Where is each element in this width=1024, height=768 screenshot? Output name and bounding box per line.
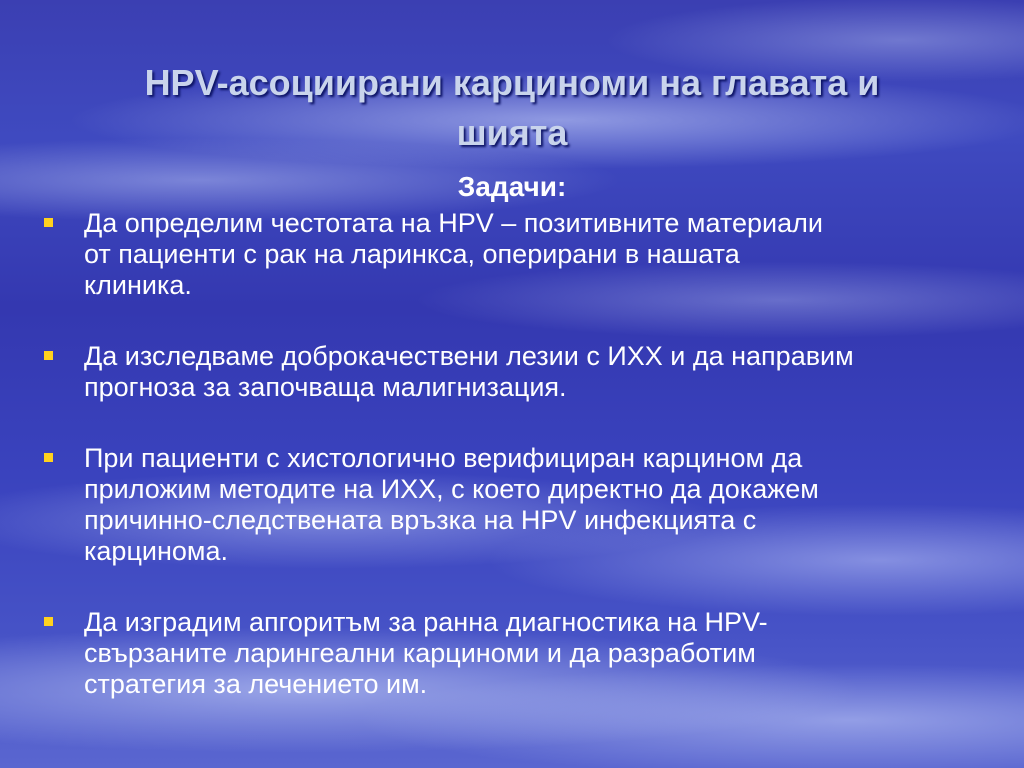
square-bullet-icon [44,453,53,462]
bullet-line: При пациенти с хистологично верифициран карцином да [84,443,803,473]
bullet-line: свързаните ларингеални карциноми и да разработим [84,638,756,668]
bullet-item [44,607,994,700]
bullet-line: карцинома. [84,536,228,566]
square-bullet-icon [44,351,53,360]
bullet-line: Да определим честотата на HPV – позитивните материали [84,208,823,238]
bullet-line: от пациенти с рак на ларинкса, оперирани в нашата [84,239,740,269]
slide-title-line-2: шията [456,112,568,153]
slide-title [40,58,984,158]
bullet-line: прогноза за започваща малигнизация. [84,372,567,402]
bullet-line: Да изследваме доброкачествени лезии с ИХХ и да направим [84,341,854,371]
bullet-line: приложим методите на ИХХ, с което директно да докажем [84,474,819,504]
bullet-item [44,443,994,567]
slide-title-line-1: HPV-асоциирани карциноми на главата и [144,62,880,103]
bullet-item [44,208,994,301]
bullet-item [44,341,994,403]
bullet-line: причинно-следствената връзка на HPV инфекцията с [84,505,757,535]
square-bullet-icon [44,617,53,626]
bullet-list [44,208,994,700]
bullet-line: стратегия за лечението им. [84,669,428,699]
slide-subtitle: Задачи: [457,171,567,202]
square-bullet-icon [44,218,53,227]
bullet-line: Да изградим апгоритъм за ранна диагностика на HPV- [84,607,768,637]
bullet-line: клиника. [84,270,192,300]
